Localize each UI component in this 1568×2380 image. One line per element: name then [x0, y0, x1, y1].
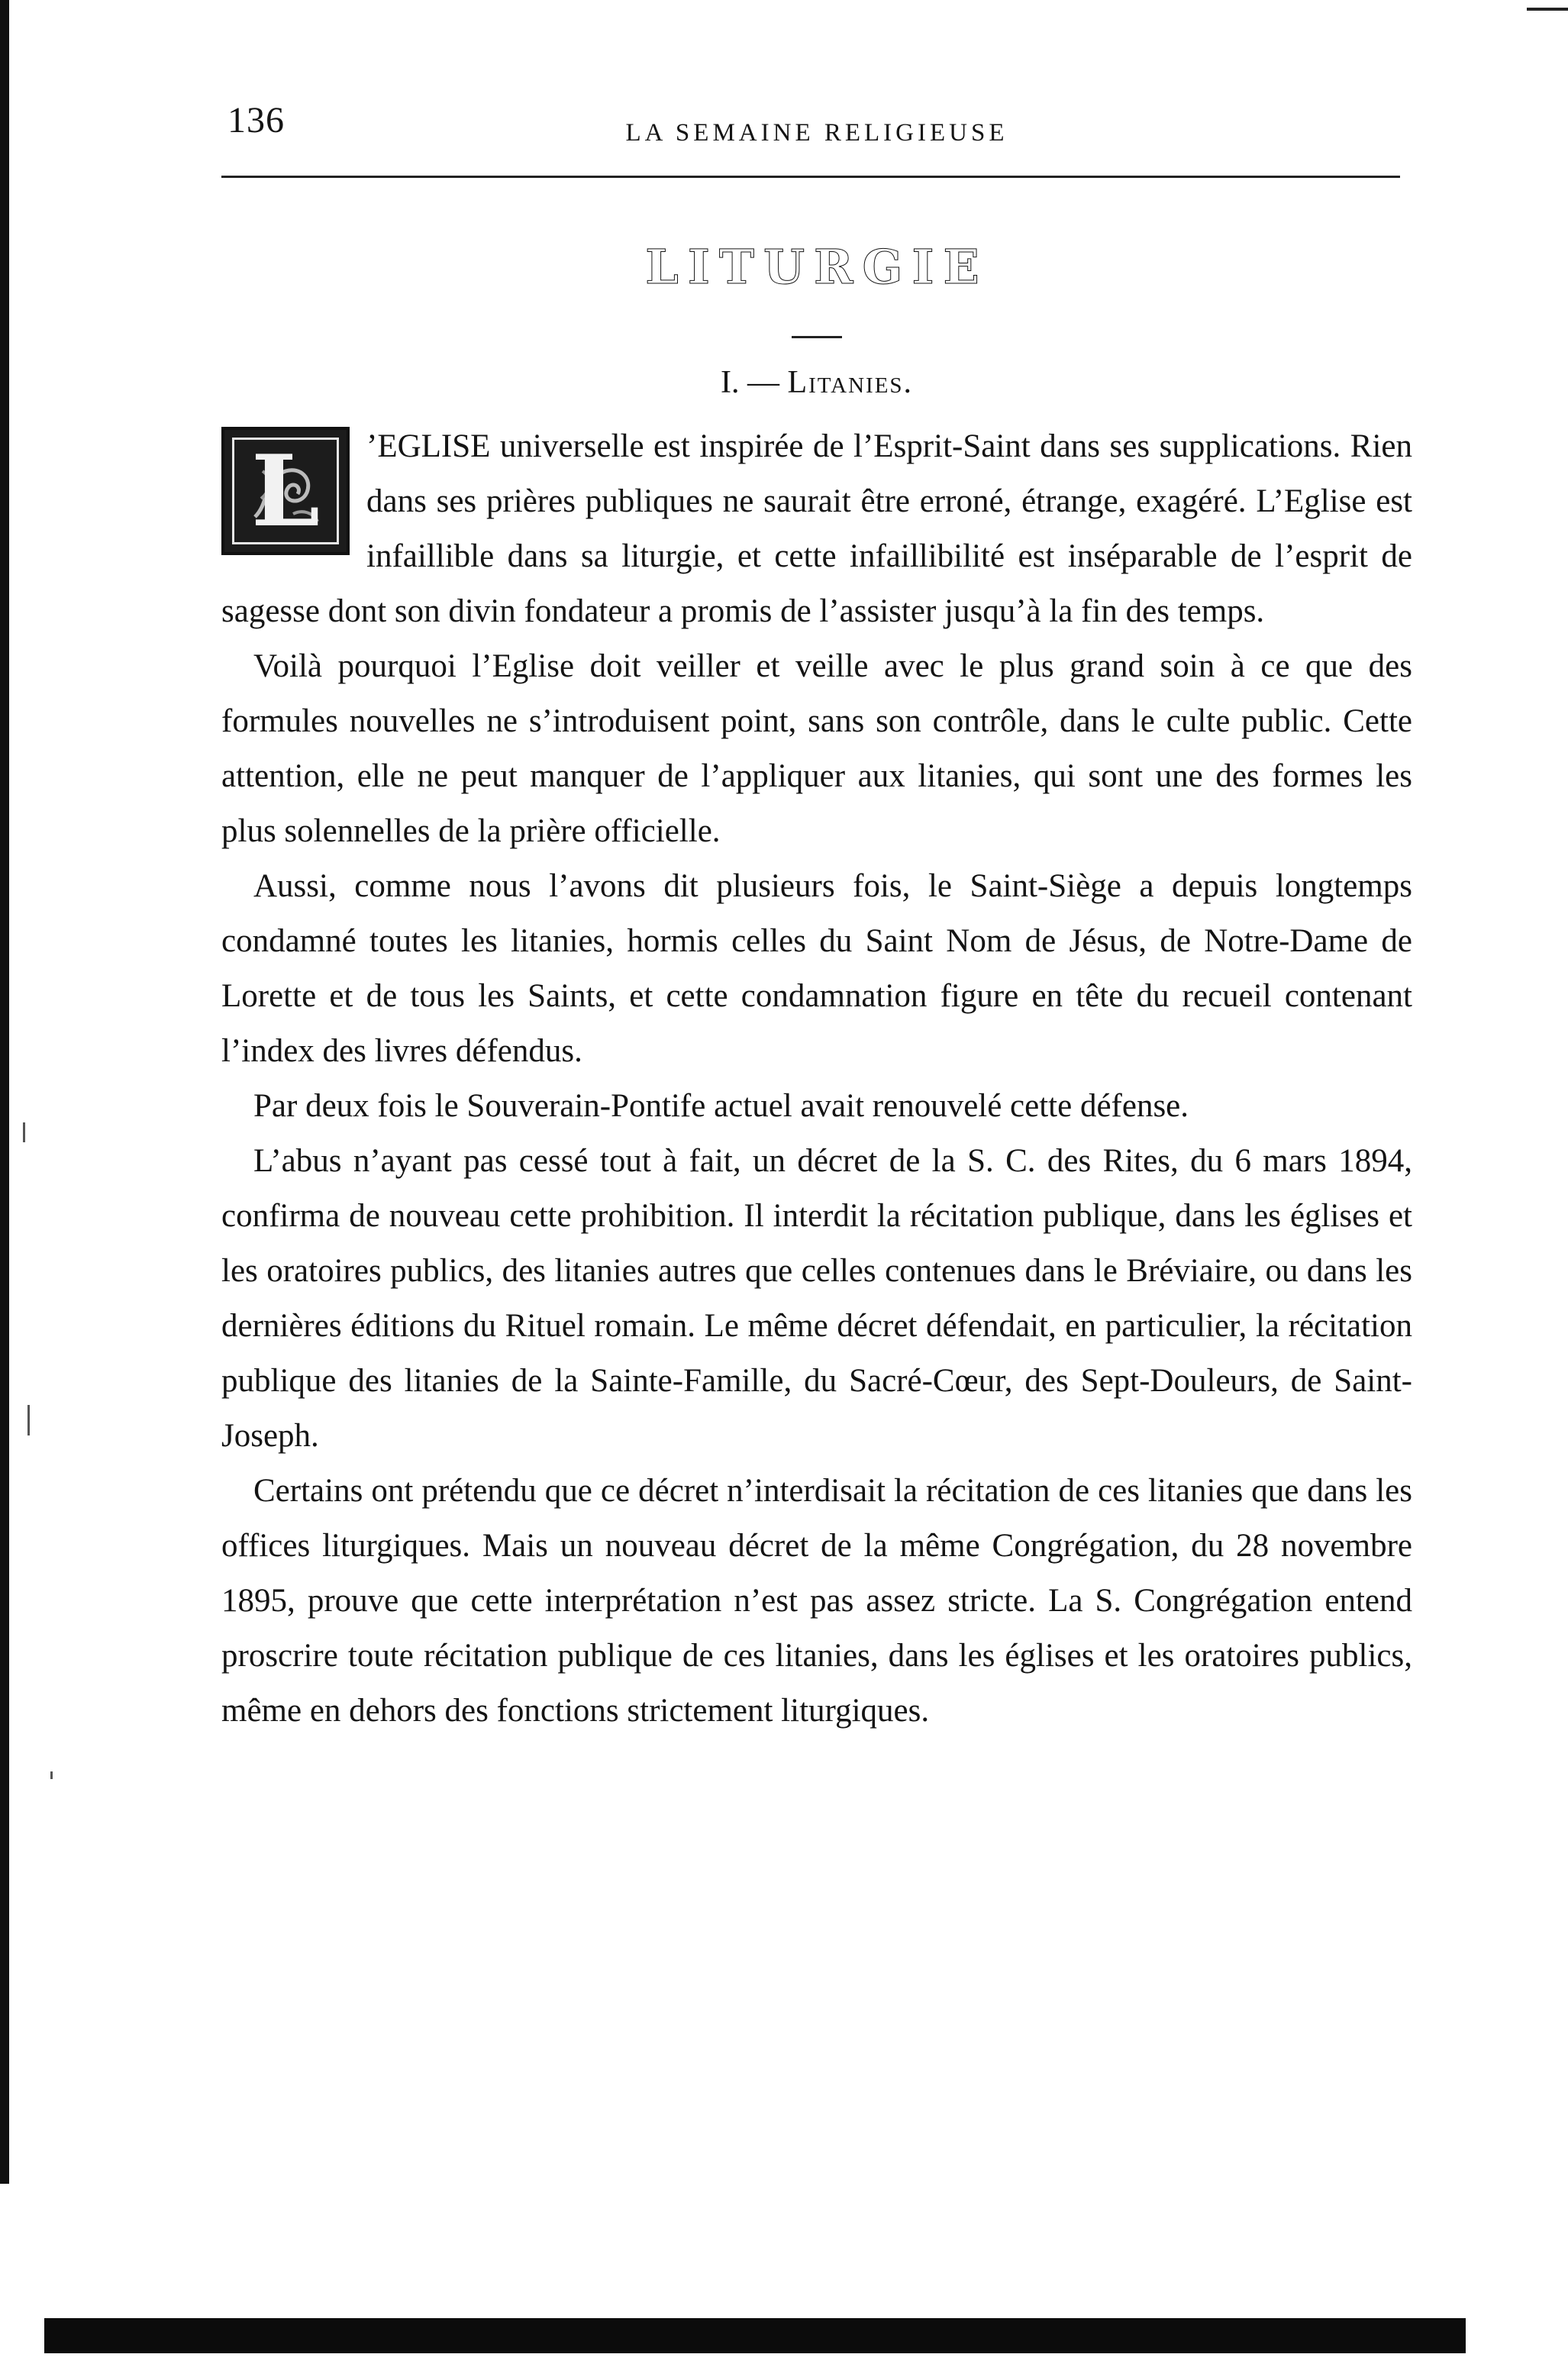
- margin-mark: [50, 1771, 53, 1779]
- header-rule: [221, 176, 1400, 178]
- subheading-number: I. —: [720, 365, 779, 400]
- margin-mark: [23, 1122, 25, 1142]
- paragraph: Voilà pourquoi l’Eglise doit veiller et veille avec le plus grand soin à ce que des formules nouvelles ne s’introduisent point, sans son contrôle, dans le culte public. Cette attention, elle ne peut manquer de l’appliquer aux litanies, qui sont une des formes les plus solennelles de la prière officielle.: [221, 648, 1412, 849]
- scan-bottom-bar: [44, 2318, 1466, 2353]
- running-head: [221, 92, 1412, 160]
- paragraph: Par deux fois le Souverain-Pontife actuel avait renouvelé cette défense.: [253, 1088, 1189, 1124]
- paragraph: Aussi, comme nous l’avons dit plusieurs fois, le Saint-Siège a depuis longtemps condamné toutes les litanies, hormis celles du Saint Nom de Jésus, de Notre-Dame de Lorette et de tous les Saints, et cette condamnation figure en tête du recueil contenant l’index des livres défendus.: [221, 868, 1412, 1069]
- ornamental-dropcap: [221, 427, 350, 555]
- document-page: [221, 92, 1412, 1739]
- journal-title: LA SEMAINE RELIGIEUSE: [625, 119, 1008, 147]
- section-title: LITURGIE: [645, 239, 989, 295]
- dropcap-letter: L: [251, 434, 320, 549]
- title-rule: [792, 336, 842, 338]
- paragraph: Certains ont prétendu que ce décret n’interdisait la récitation de ces litanies que dans les offices liturgiques. Mais un nouveau décret de la même Congrégation, du 28 novembre 1895, prouve que cette interprétation n’est pas assez stricte. La S. Congrégation entend proscrire toute récitation publique de ces litanies, dans les églises et les oratoires publics, même en dehors des fonctions strictement liturgiques.: [221, 1473, 1412, 1729]
- subheading: [221, 364, 1412, 401]
- page-number: 136: [227, 100, 285, 140]
- scan-corner-mark: [1527, 8, 1568, 11]
- paragraph: [221, 419, 1412, 639]
- article-body: [221, 419, 1412, 1739]
- margin-mark: [27, 1405, 30, 1435]
- subheading-title: Litanies.: [787, 365, 914, 400]
- scan-left-border: [0, 0, 9, 2184]
- paragraph-text: ’EGLISE universelle est inspirée de l’Esprit-Saint dans ses supplications. Rien dans ses prières publiques ne saurait être erroné, étrange, exagéré. L’Eglise est infaillible dans sa liturgie, et cette infaillibilité est inséparable de l’esprit de sagesse dont son divin fondateur a promis de l’assister jusqu’à la fin des temps.: [221, 428, 1412, 629]
- paragraph: L’abus n’ayant pas cessé tout à fait, un décret de la S. C. des Rites, du 6 mars 1894, confirma de nouveau cette prohibition. Il interdit la récitation publique, dans les églises et les oratoires publics, des litanies autres que celles contenues dans le Bréviaire, ou dans les dernières éditions du Rituel romain. Le même décret défendait, en particulier, la récitation publique des litanies de la Sainte-Famille, du Sacré-Cœur, des Sept-Douleurs, de Saint-Joseph.: [221, 1143, 1412, 1454]
